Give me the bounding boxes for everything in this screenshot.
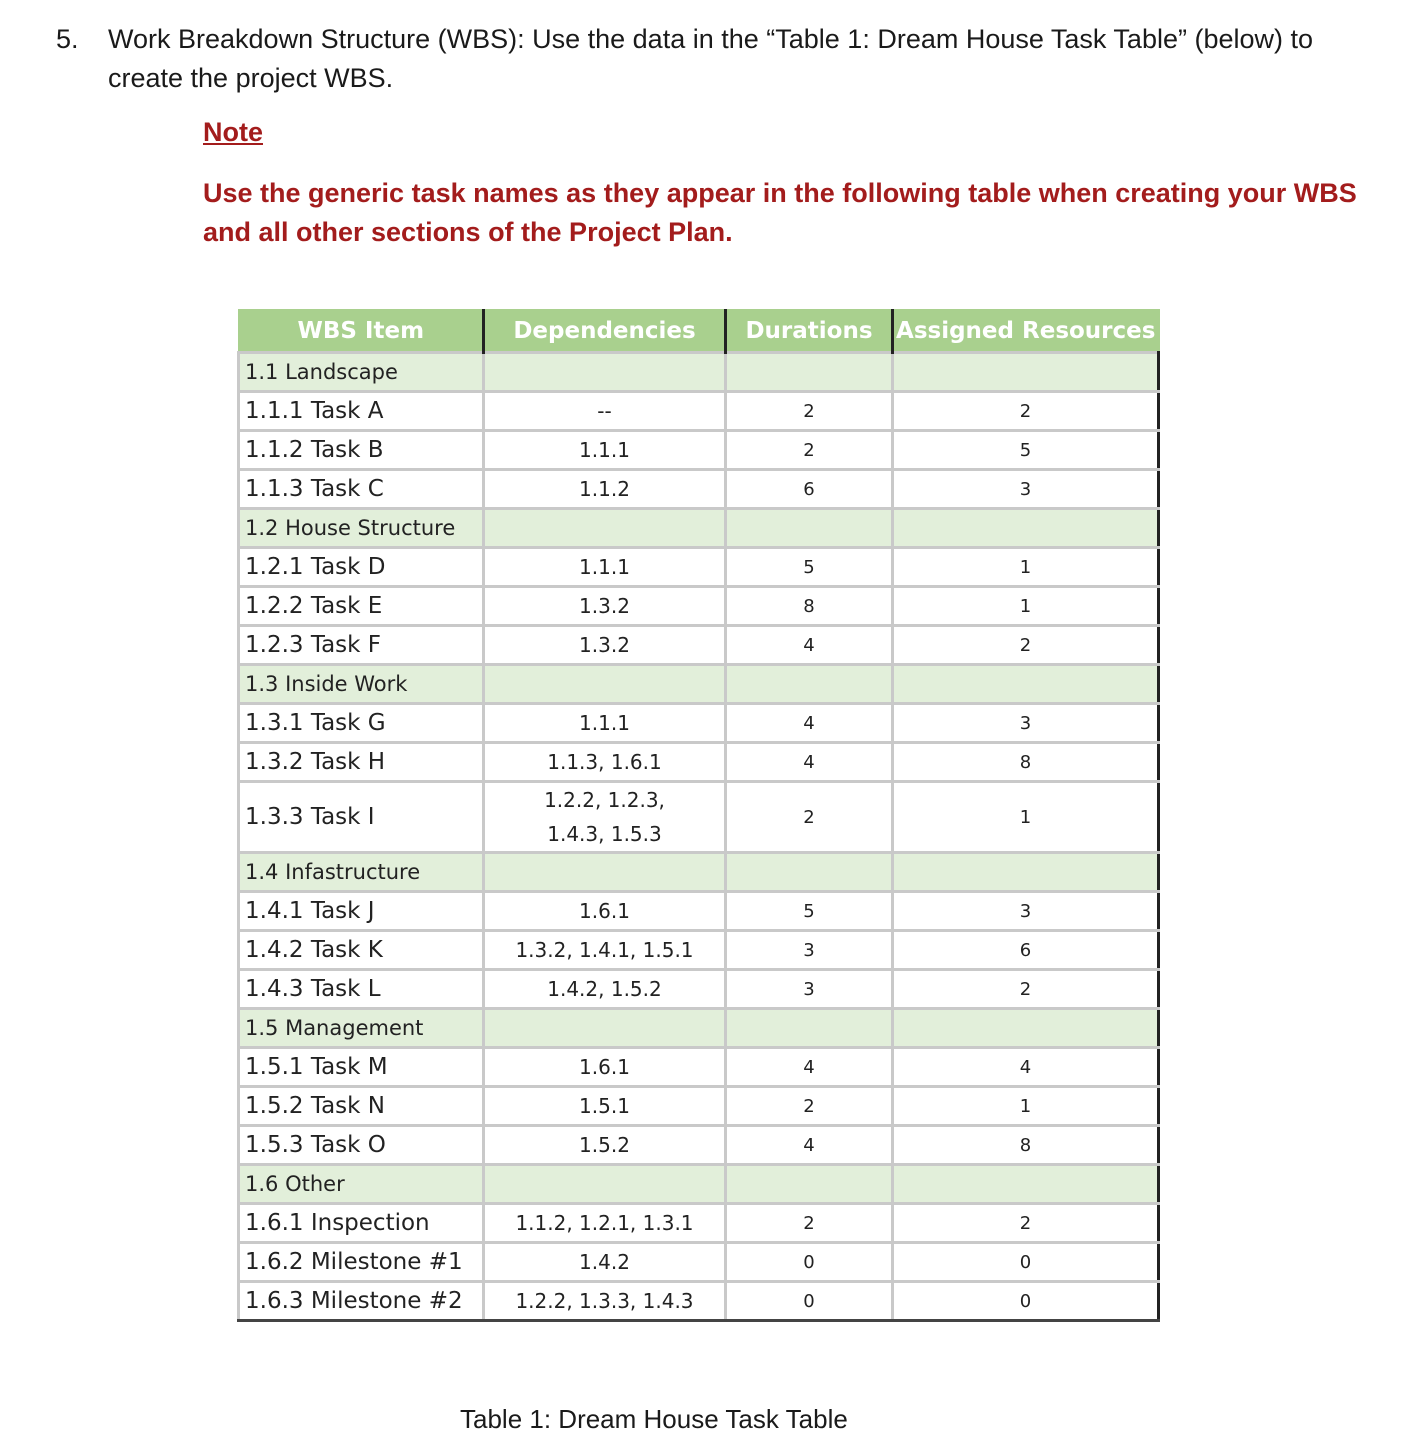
dependencies-cell xyxy=(484,970,726,1009)
duration-cell xyxy=(726,1165,893,1204)
dependencies-cell xyxy=(484,743,726,782)
dependencies-text: 1.4.2, 1.5.2 xyxy=(547,977,662,1001)
resources-cell: 6 xyxy=(893,931,1159,970)
table-row xyxy=(239,1204,1159,1243)
dependencies-cell xyxy=(484,1243,726,1282)
table-row xyxy=(239,782,1159,853)
duration-cell: 2 xyxy=(726,431,893,470)
dependencies-cell xyxy=(484,353,726,392)
duration-cell: 2 xyxy=(726,782,893,853)
resources-cell: 3 xyxy=(893,704,1159,743)
table-row xyxy=(239,931,1159,970)
resources-cell: 2 xyxy=(893,1204,1159,1243)
dependencies-text: 1.1.2 xyxy=(579,477,630,501)
dependencies-text: 1.1.1 xyxy=(579,438,630,462)
wbs-item-cell: 1.2.3 Task F xyxy=(239,626,484,665)
dependencies-cell xyxy=(484,1009,726,1048)
header-durations: Durations xyxy=(726,310,893,353)
dependencies-cell xyxy=(484,509,726,548)
duration-cell: 3 xyxy=(726,931,893,970)
dependencies-text: 1.3.2 xyxy=(579,594,630,618)
table-row xyxy=(239,1087,1159,1126)
dependencies-text: 1.2.2, 1.2.3, xyxy=(544,788,665,812)
wbs-item-cell: 1.3.3 Task I xyxy=(239,782,484,853)
dependencies-text: 1.3.2 xyxy=(579,633,630,657)
header-assigned-resources: Assigned Resources xyxy=(893,310,1159,353)
resources-cell: 2 xyxy=(893,392,1159,431)
dependencies-text: 1.5.2 xyxy=(579,1133,630,1157)
duration-cell: 4 xyxy=(726,743,893,782)
question-text: Work Breakdown Structure (WBS): Use the data in the “Table 1: Dream House Task Table” (below) to create the project WBS. xyxy=(108,24,1314,93)
wbs-item-cell: 1.2 House Structure xyxy=(239,509,484,548)
resources-cell: 2 xyxy=(893,970,1159,1009)
dependencies-cell xyxy=(484,892,726,931)
table-row xyxy=(239,970,1159,1009)
dependencies-text: 1.4.2 xyxy=(579,1250,630,1274)
dependencies-cell xyxy=(484,626,726,665)
table-body xyxy=(239,353,1159,1321)
resources-cell: 1 xyxy=(893,587,1159,626)
wbs-item-cell: 1.5.3 Task O xyxy=(239,1126,484,1165)
dependencies-text-line2: 1.4.3, 1.5.3 xyxy=(547,822,662,846)
wbs-item-cell: 1.4.3 Task L xyxy=(239,970,484,1009)
wbs-item-cell: 1.1.3 Task C xyxy=(239,470,484,509)
table-row xyxy=(239,587,1159,626)
wbs-item-cell: 1.1.1 Task A xyxy=(239,392,484,431)
resources-cell: 8 xyxy=(893,1126,1159,1165)
dependencies-cell xyxy=(484,1087,726,1126)
dependencies-cell xyxy=(484,782,726,853)
dependencies-cell xyxy=(484,431,726,470)
resources-cell: 1 xyxy=(893,1087,1159,1126)
duration-cell: 4 xyxy=(726,626,893,665)
wbs-item-cell: 1.5.2 Task N xyxy=(239,1087,484,1126)
table-row xyxy=(239,626,1159,665)
dependencies-cell xyxy=(484,931,726,970)
resources-cell: 3 xyxy=(893,470,1159,509)
wbs-item-cell: 1.4.1 Task J xyxy=(239,892,484,931)
duration-cell: 3 xyxy=(726,970,893,1009)
duration-cell xyxy=(726,353,893,392)
dependencies-cell xyxy=(484,470,726,509)
wbs-item-cell: 1.6.2 Milestone #1 xyxy=(239,1243,484,1282)
resources-cell: 1 xyxy=(893,782,1159,853)
dependencies-cell xyxy=(484,1204,726,1243)
duration-cell: 5 xyxy=(726,892,893,931)
dependencies-cell xyxy=(484,587,726,626)
dependencies-text: 1.5.1 xyxy=(579,1094,630,1118)
wbs-item-cell: 1.4 Infastructure xyxy=(239,853,484,892)
dependencies-cell xyxy=(484,548,726,587)
wbs-item-cell: 1.3 Inside Work xyxy=(239,665,484,704)
dependencies-text: 1.1.2, 1.2.1, 1.3.1 xyxy=(515,1211,694,1235)
duration-cell: 6 xyxy=(726,470,893,509)
table-row xyxy=(239,548,1159,587)
resources-cell xyxy=(893,1165,1159,1204)
table-row xyxy=(239,1048,1159,1087)
table-row xyxy=(239,431,1159,470)
resources-cell xyxy=(893,665,1159,704)
dependencies-cell xyxy=(484,392,726,431)
duration-cell: 5 xyxy=(726,548,893,587)
dependencies-cell xyxy=(484,1282,726,1321)
duration-cell xyxy=(726,509,893,548)
duration-cell xyxy=(726,665,893,704)
dependencies-text: 1.1.3, 1.6.1 xyxy=(547,750,662,774)
wbs-item-cell: 1.6.1 Inspection xyxy=(239,1204,484,1243)
dependencies-cell xyxy=(484,1126,726,1165)
resources-cell xyxy=(893,1009,1159,1048)
dependencies-text: -- xyxy=(597,399,612,423)
wbs-item-cell: 1.3.1 Task G xyxy=(239,704,484,743)
table-header-row xyxy=(239,310,1159,353)
resources-cell: 1 xyxy=(893,548,1159,587)
dependencies-text: 1.3.2, 1.4.1, 1.5.1 xyxy=(515,938,694,962)
wbs-item-cell: 1.2.2 Task E xyxy=(239,587,484,626)
table-row xyxy=(239,704,1159,743)
wbs-item-cell: 1.2.1 Task D xyxy=(239,548,484,587)
header-dependencies: Dependencies xyxy=(484,310,726,353)
table-row xyxy=(239,1282,1159,1321)
dependencies-text: 1.1.1 xyxy=(579,711,630,735)
table-row xyxy=(239,743,1159,782)
wbs-item-cell: 1.1 Landscape xyxy=(239,353,484,392)
duration-cell: 8 xyxy=(726,587,893,626)
table-caption: Table 1: Dream House Task Table xyxy=(460,1404,848,1434)
dependencies-text: 1.6.1 xyxy=(579,1055,630,1079)
dependencies-cell xyxy=(484,704,726,743)
resources-cell: 2 xyxy=(893,626,1159,665)
duration-cell: 0 xyxy=(726,1282,893,1321)
dependencies-cell xyxy=(484,665,726,704)
wbs-item-cell: 1.3.2 Task H xyxy=(239,743,484,782)
table-group-row xyxy=(239,1009,1159,1048)
resources-cell: 5 xyxy=(893,431,1159,470)
duration-cell: 0 xyxy=(726,1243,893,1282)
table-group-row xyxy=(239,509,1159,548)
resources-cell: 4 xyxy=(893,1048,1159,1087)
dependencies-text: 1.1.1 xyxy=(579,555,630,579)
resources-cell xyxy=(893,353,1159,392)
duration-cell: 4 xyxy=(726,1126,893,1165)
dependencies-cell xyxy=(484,853,726,892)
table-group-row xyxy=(239,853,1159,892)
resources-cell: 3 xyxy=(893,892,1159,931)
wbs-item-cell: 1.6.3 Milestone #2 xyxy=(239,1282,484,1321)
table-row xyxy=(239,1243,1159,1282)
dream-house-task-table xyxy=(237,309,1160,1322)
note-heading: Note xyxy=(203,117,263,147)
duration-cell: 4 xyxy=(726,1048,893,1087)
wbs-item-cell: 1.1.2 Task B xyxy=(239,431,484,470)
table-row xyxy=(239,892,1159,931)
dependencies-text: 1.6.1 xyxy=(579,899,630,923)
table-group-row xyxy=(239,353,1159,392)
duration-cell xyxy=(726,1009,893,1048)
dependencies-cell xyxy=(484,1048,726,1087)
duration-cell: 4 xyxy=(726,704,893,743)
table-row xyxy=(239,1126,1159,1165)
duration-cell: 2 xyxy=(726,1204,893,1243)
table-row xyxy=(239,392,1159,431)
resources-cell: 0 xyxy=(893,1243,1159,1282)
dependencies-text: 1.2.2, 1.3.3, 1.4.3 xyxy=(515,1289,694,1313)
dependencies-cell xyxy=(484,1165,726,1204)
duration-cell xyxy=(726,853,893,892)
resources-cell: 0 xyxy=(893,1282,1159,1321)
resources-cell xyxy=(893,853,1159,892)
header-wbs-item: WBS Item xyxy=(239,310,484,353)
wbs-item-cell: 1.5 Management xyxy=(239,1009,484,1048)
note-body: Use the generic task names as they appear in the following table when creating your WBS and all other sections of the Project Plan. xyxy=(203,178,1357,247)
duration-cell: 2 xyxy=(726,1087,893,1126)
resources-cell xyxy=(893,509,1159,548)
question-number: 5. xyxy=(56,24,79,54)
wbs-item-cell: 1.4.2 Task K xyxy=(239,931,484,970)
wbs-item-cell: 1.5.1 Task M xyxy=(239,1048,484,1087)
wbs-item-cell: 1.6 Other xyxy=(239,1165,484,1204)
table-group-row xyxy=(239,665,1159,704)
table-row xyxy=(239,470,1159,509)
duration-cell: 2 xyxy=(726,392,893,431)
table-group-row xyxy=(239,1165,1159,1204)
resources-cell: 8 xyxy=(893,743,1159,782)
